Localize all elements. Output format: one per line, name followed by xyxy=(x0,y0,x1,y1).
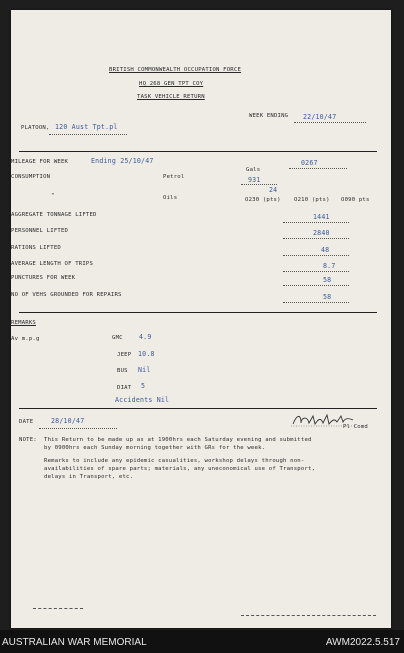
aggregate-value: 1441 xyxy=(313,213,330,221)
mileage-leader xyxy=(289,168,347,169)
week-ending-leader xyxy=(294,122,366,123)
caption-bar xyxy=(0,630,404,653)
caption-source: AUSTRALIAN WAR MEMORIAL xyxy=(2,637,147,648)
petrol-label: Petrol xyxy=(163,174,185,180)
date-value: 28/10/47 xyxy=(51,417,85,425)
average-leader xyxy=(283,271,349,272)
oils-amount: 24 xyxy=(269,186,278,194)
aggregate-leader xyxy=(283,222,349,223)
average-value: 8.7 xyxy=(323,262,336,270)
divider-lower xyxy=(19,408,377,409)
grounded-value: 58 xyxy=(323,293,332,301)
remark-accidents: Accidents Nil xyxy=(115,396,170,404)
note1-line1: This Return to be made up as at 1900hrs each Saturday evening and submitted xyxy=(44,437,312,443)
remark-key-jeep: JEEP xyxy=(117,352,132,358)
rations-value: 48 xyxy=(321,246,330,254)
punctures-value: 58 xyxy=(323,276,332,284)
consumption-label: CONSUMPTION xyxy=(11,174,51,180)
punctures-leader xyxy=(283,285,349,286)
aggregate-label: AGGREGATE TONNAGE LIFTED xyxy=(11,212,97,218)
punctures-label: PUNCTURES FOR WEEK xyxy=(11,275,76,281)
bottom-mark-left xyxy=(33,608,83,609)
divider-top xyxy=(19,151,377,152)
ditto-mark: " xyxy=(51,193,55,199)
divider-middle xyxy=(19,312,377,313)
petrol-value: 931 xyxy=(248,176,261,184)
note1-line2: by 0900hrs each Sunday morning together with GRs for the week. xyxy=(44,445,266,451)
header-unit: HQ 268 GEN TPT COY xyxy=(139,81,204,87)
platoon-value: 120 Aust Tpt.pl xyxy=(55,123,118,131)
gals-label: Gals xyxy=(246,167,261,173)
caption-id: AWM2022.5.517 xyxy=(325,637,400,648)
remark-val-bus: Nil xyxy=(138,366,151,374)
header-formation: BRITISH COMMONWEALTH OCCUPATION FORCE xyxy=(109,67,242,73)
remark-val-diat: 5 xyxy=(141,382,146,390)
remark-key-gmc: GMC xyxy=(112,335,123,341)
week-ending-value: 22/10/47 xyxy=(303,113,337,121)
week-ending-label: WEEK ENDING xyxy=(249,113,289,119)
oil-grade-2: O210 (pts) xyxy=(294,197,330,203)
remarks-heading: REMARKS xyxy=(11,320,36,326)
rations-leader xyxy=(283,255,349,256)
bottom-mark-right xyxy=(241,615,376,616)
mileage-value: 0267 xyxy=(301,159,318,167)
avg-mpg-label: Av m.p.g xyxy=(11,336,40,342)
date-label: DATE xyxy=(19,419,34,425)
oil-grade-1: O230 (pts) xyxy=(245,197,281,203)
personnel-leader xyxy=(283,238,349,239)
note2-line1: Remarks to include any epidemic casualities, workshop delays through non- xyxy=(44,458,305,464)
platoon-label: PLATOON, xyxy=(21,125,50,131)
header-title: TASK VEHICLE RETURN xyxy=(137,94,205,100)
mileage-ending: Ending 25/10/47 xyxy=(91,157,154,165)
oil-grade-3: O090 pts xyxy=(341,197,370,203)
note2-line3: delays in Transport, etc. xyxy=(44,474,134,480)
platoon-leader xyxy=(49,134,127,135)
note2-line2: availabilities of spare parts; materials, any uneconomical use of Transport, xyxy=(44,466,316,472)
average-label: AVERAGE LENGTH OF TRIPS xyxy=(11,261,94,267)
rations-label: RATIONS LIFTED xyxy=(11,245,61,251)
document-page xyxy=(11,10,391,628)
remark-val-gmc: 4.9 xyxy=(139,333,152,341)
petrol-leader xyxy=(241,184,277,185)
note-label: NOTE: xyxy=(19,437,37,443)
remark-val-jeep: 10.8 xyxy=(138,350,155,358)
date-leader xyxy=(39,428,117,429)
grounded-leader xyxy=(283,302,349,303)
mileage-label: MILEAGE FOR WEEK xyxy=(11,159,69,165)
grounded-label: NO OF VEHS GROUNDED FOR REPAIRS xyxy=(11,292,122,298)
personnel-label: PERSONNEL LIFTED xyxy=(11,228,69,234)
pl-comd-label: Pl Comd xyxy=(343,424,368,430)
remark-key-diat: DIAT xyxy=(117,385,132,391)
personnel-value: 2840 xyxy=(313,229,330,237)
oils-label: Oils xyxy=(163,195,178,201)
remark-key-bus: BUS xyxy=(117,368,128,374)
